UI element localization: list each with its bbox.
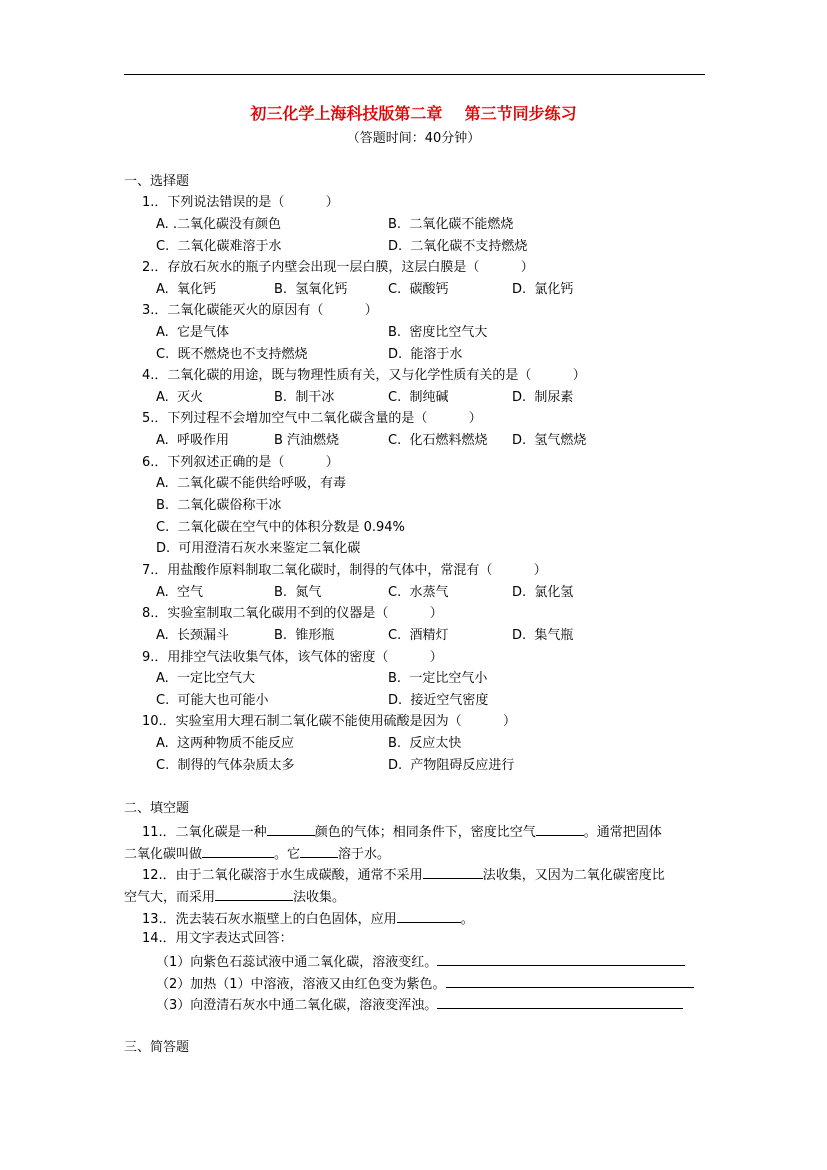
question-8-option-a: A. 长颈漏斗 xyxy=(156,628,230,643)
question-11-line-1 xyxy=(142,823,662,841)
blank-12-method-1[interactable] xyxy=(423,866,483,879)
question-2-option-c: C. 碳酸钙 xyxy=(388,282,449,297)
question-9-option-a: A. 一定比空气大 xyxy=(156,671,256,686)
question-2-option-d: D. 氯化钙 xyxy=(512,282,574,297)
question-10-option-b: B. 反应太快 xyxy=(388,736,462,751)
top-rule xyxy=(124,74,705,75)
section-heading-fill: 二、填空题 xyxy=(124,801,190,816)
question-11-text-b: 颜色的气体；相同条件下，密度比空气 xyxy=(314,825,536,840)
question-2-stem: 2.．存放石灰水的瓶子内壁会出现一层白膜，这层白膜是（ ） xyxy=(142,260,534,275)
question-4-option-d: D. 制尿素 xyxy=(512,390,574,405)
question-5-option-d: D. 氢气燃烧 xyxy=(512,433,587,448)
question-3-option-b: B. 密度比空气大 xyxy=(388,325,488,340)
blank-13-reagent[interactable] xyxy=(397,910,461,923)
question-2-option-b: B. 氢氧化钙 xyxy=(274,282,348,297)
section-heading-choice: 一、选择题 xyxy=(124,174,190,189)
question-7-option-a: A. 空气 xyxy=(156,585,204,600)
question-11-text-e: 。它 xyxy=(274,847,301,862)
question-7-option-b: B. 氮气 xyxy=(274,585,322,600)
question-14-stem: 14.．用文字表达式回答： xyxy=(142,931,293,946)
question-12-text-b: 法收集，又因为二氧化碳密度比 xyxy=(482,868,665,883)
question-1-option-a: A. .二氧化碳没有颜色 xyxy=(156,217,282,232)
question-5-stem: 5.．下列过程不会增加空气中二氧化碳含量的是（ ） xyxy=(142,411,482,426)
question-13-line xyxy=(142,910,474,928)
question-10-option-c: C. 制得的气体杂质太多 xyxy=(156,758,295,773)
question-4-option-b: B. 制干冰 xyxy=(274,390,335,405)
question-7-stem: 7.．用盐酸作原料制取二氧化碳时，制得的气体中，常混有（ ） xyxy=(142,563,547,578)
question-10-option-d: D. 产物阻碍反应进行 xyxy=(388,758,515,773)
question-5-option-b: B 汽油燃烧 xyxy=(274,433,340,448)
question-9-option-c: C. 可能大也可能小 xyxy=(156,693,269,708)
blank-11-color[interactable] xyxy=(267,823,315,836)
question-6-option-b: B. 二氧化碳俗称干冰 xyxy=(156,498,282,513)
question-11-text-f: 溶于水。 xyxy=(338,847,391,862)
question-4-option-a: A. 灭火 xyxy=(156,390,204,405)
question-13-text-a: 13.．洗去装石灰水瓶壁上的白色固体，应用 xyxy=(142,912,397,927)
question-14-item-2 xyxy=(156,975,694,993)
document-title: 初三化学上海科技版第二章 第三节同步练习 xyxy=(250,104,577,123)
blank-11-name[interactable] xyxy=(202,845,274,858)
question-14-item-3-text: （3）向澄清石灰水中通二氧化碳，溶液变浑浊。 xyxy=(156,998,438,1013)
blank-14-3[interactable] xyxy=(437,996,683,1009)
question-5-option-a: A. 呼吸作用 xyxy=(156,433,230,448)
question-9-option-b: B. 一定比空气小 xyxy=(388,671,488,686)
question-1-stem: 1.．下列说法错误的是（ ） xyxy=(142,195,339,210)
question-8-option-c: C. 酒精灯 xyxy=(388,628,449,643)
question-1-option-d: D. 二氧化碳不支持燃烧 xyxy=(388,239,528,254)
blank-11-density[interactable] xyxy=(536,823,584,836)
question-1-option-c: C. 二氧化碳难溶于水 xyxy=(156,239,282,254)
question-14-item-3 xyxy=(156,996,683,1014)
blank-14-2[interactable] xyxy=(446,975,694,988)
question-3-option-a: A. 它是气体 xyxy=(156,325,230,340)
question-10-option-a: A. 这两种物质不能反应 xyxy=(156,736,295,751)
question-10-stem: 10.．实验室用大理石制二氧化碳不能使用硫酸是因为（ ） xyxy=(142,714,516,729)
question-12-line-1 xyxy=(142,866,665,884)
question-4-option-c: C. 制纯碱 xyxy=(388,390,449,405)
question-7-option-d: D. 氯化氢 xyxy=(512,585,574,600)
question-14-item-1 xyxy=(156,953,685,971)
question-3-option-d: D. 能溶于水 xyxy=(388,347,463,362)
question-6-option-c: C. 二氧化碳在空气中的体积分数是 0.94% xyxy=(156,520,405,535)
question-11-line-2 xyxy=(124,845,390,863)
question-7-option-c: C. 水蒸气 xyxy=(388,585,449,600)
document-subtitle: （答题时间：40分钟） xyxy=(346,131,481,146)
question-6-option-a: A. 二氧化碳不能供给呼吸，有毒 xyxy=(156,476,347,491)
question-2-option-a: A. 氧化钙 xyxy=(156,282,217,297)
question-6-option-d: D. 可用澄清石灰水来鉴定二氧化碳 xyxy=(156,541,361,556)
blank-12-method-2[interactable] xyxy=(215,888,293,901)
question-11-text-c: 。通常把固体 xyxy=(583,825,662,840)
question-3-stem: 3.．二氧化碳能灭火的原因有（ ） xyxy=(142,303,378,318)
question-12-text-a: 12.．由于二氧化碳溶于水生成碳酸，通常不采用 xyxy=(142,868,423,883)
blank-14-1[interactable] xyxy=(437,953,685,966)
blank-11-solubility[interactable] xyxy=(300,845,338,858)
question-8-option-d: D. 集气瓶 xyxy=(512,628,574,643)
question-12-text-d: 法收集。 xyxy=(293,890,346,905)
question-11-text-a: 11.．二氧化碳是一种 xyxy=(142,825,267,840)
question-9-option-d: D. 接近空气密度 xyxy=(388,693,489,708)
question-14-item-1-text: （1）向紫色石蕊试液中通二氧化碳，溶液变红。 xyxy=(156,955,438,970)
question-3-option-c: C. 既不燃烧也不支持燃烧 xyxy=(156,347,308,362)
question-6-stem: 6.．下列叙述正确的是（ ） xyxy=(142,455,339,470)
question-4-stem: 4.．二氧化碳的用途，既与物理性质有关，又与化学性质有关的是（ ） xyxy=(142,368,586,383)
question-12-text-c: 空气大，而采用 xyxy=(124,890,216,905)
question-9-stem: 9.．用排空气法收集气体，该气体的密度（ ） xyxy=(142,650,443,665)
question-5-option-c: C. 化石燃料燃烧 xyxy=(388,433,488,448)
question-11-text-d: 二氧化碳叫做 xyxy=(124,847,203,862)
question-13-text-b: 。 xyxy=(460,912,474,927)
question-14-item-2-text: （2）加热（1）中溶液，溶液又由红色变为紫色。 xyxy=(156,977,446,992)
section-heading-short-answer: 三、简答题 xyxy=(124,1040,190,1055)
question-12-line-2 xyxy=(124,888,345,906)
question-8-option-b: B. 锥形瓶 xyxy=(274,628,335,643)
question-8-stem: 8.．实验室制取二氧化碳用不到的仪器是（ ） xyxy=(142,606,443,621)
question-1-option-b: B. 二氧化碳不能燃烧 xyxy=(388,217,514,232)
